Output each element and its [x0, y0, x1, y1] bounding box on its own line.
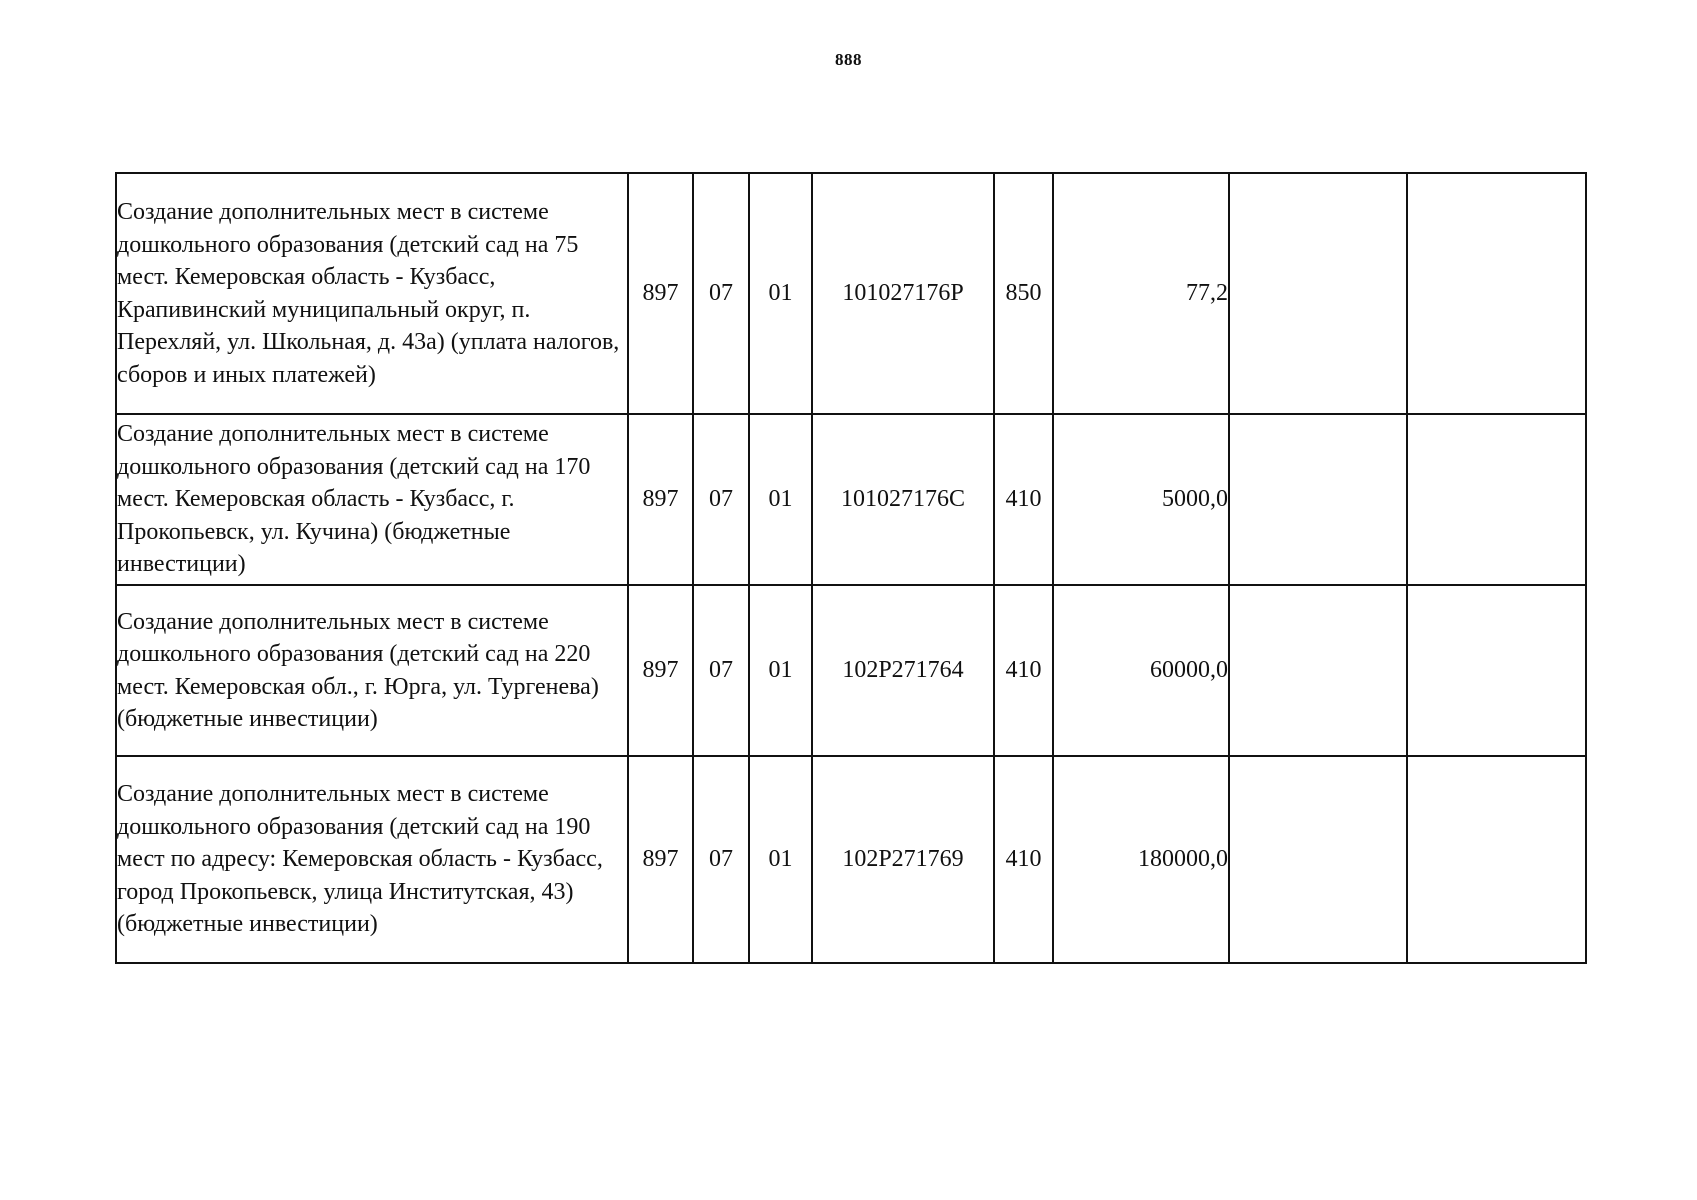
section-code-cell: 07 — [693, 585, 749, 756]
empty-cell — [1407, 173, 1586, 414]
empty-cell — [1229, 756, 1407, 963]
ministry-code-cell: 897 — [628, 414, 693, 585]
expense-type-cell: 850 — [994, 173, 1053, 414]
subsection-code-cell: 01 — [749, 173, 812, 414]
target-article-cell: 102Р271769 — [812, 756, 994, 963]
empty-cell — [1407, 756, 1586, 963]
section-code-cell: 07 — [693, 173, 749, 414]
table-row — [116, 414, 1586, 585]
target-article-cell: 102Р271764 — [812, 585, 994, 756]
subsection-code-cell: 01 — [749, 585, 812, 756]
table-row — [116, 756, 1586, 963]
amount-cell: 77,2 — [1053, 173, 1229, 414]
amount-cell: 5000,0 — [1053, 414, 1229, 585]
description-cell: Создание дополнительных мест в системе дошкольного образования (детский сад на 220 мест. Кемеровская обл., г. Юрга, ул. Тургенева) (бюджетные инвестиции) — [116, 585, 628, 756]
subsection-code-cell: 01 — [749, 414, 812, 585]
expense-type-cell: 410 — [994, 414, 1053, 585]
ministry-code-cell: 897 — [628, 173, 693, 414]
section-code-cell: 07 — [693, 756, 749, 963]
amount-cell: 60000,0 — [1053, 585, 1229, 756]
subsection-code-cell: 01 — [749, 756, 812, 963]
empty-cell — [1229, 173, 1407, 414]
page-number: 888 — [835, 50, 862, 69]
description-cell: Создание дополнительных мест в системе дошкольного образования (детский сад на 75 мест. Кемеровская область - Кузбасс, Крапивинский муниципальный округ, п. Перехляй, ул. Школьная, д. 43а) (уплата налогов, сборов и иных платежей) — [116, 173, 628, 414]
target-article-cell: 101027176С — [812, 414, 994, 585]
budget-table — [115, 172, 1587, 964]
amount-cell: 180000,0 — [1053, 756, 1229, 963]
target-article-cell: 101027176Р — [812, 173, 994, 414]
description-cell: Создание дополнительных мест в системе дошкольного образования (детский сад на 170 мест. Кемеровская область - Кузбасс, г. Прокопьевск, ул. Кучина) (бюджетные инвестиции) — [116, 414, 628, 585]
ministry-code-cell: 897 — [628, 585, 693, 756]
empty-cell — [1407, 585, 1586, 756]
empty-cell — [1407, 414, 1586, 585]
ministry-code-cell: 897 — [628, 756, 693, 963]
table-row — [116, 585, 1586, 756]
description-cell: Создание дополнительных мест в системе дошкольного образования (детский сад на 190 мест по адресу: Кемеровская область - Кузбасс, город Прокопьевск, улица Институтская, 43) (бюджетные инвестиции) — [116, 756, 628, 963]
expense-type-cell: 410 — [994, 756, 1053, 963]
empty-cell — [1229, 414, 1407, 585]
expense-type-cell: 410 — [994, 585, 1053, 756]
empty-cell — [1229, 585, 1407, 756]
section-code-cell: 07 — [693, 414, 749, 585]
table-row — [116, 173, 1586, 414]
